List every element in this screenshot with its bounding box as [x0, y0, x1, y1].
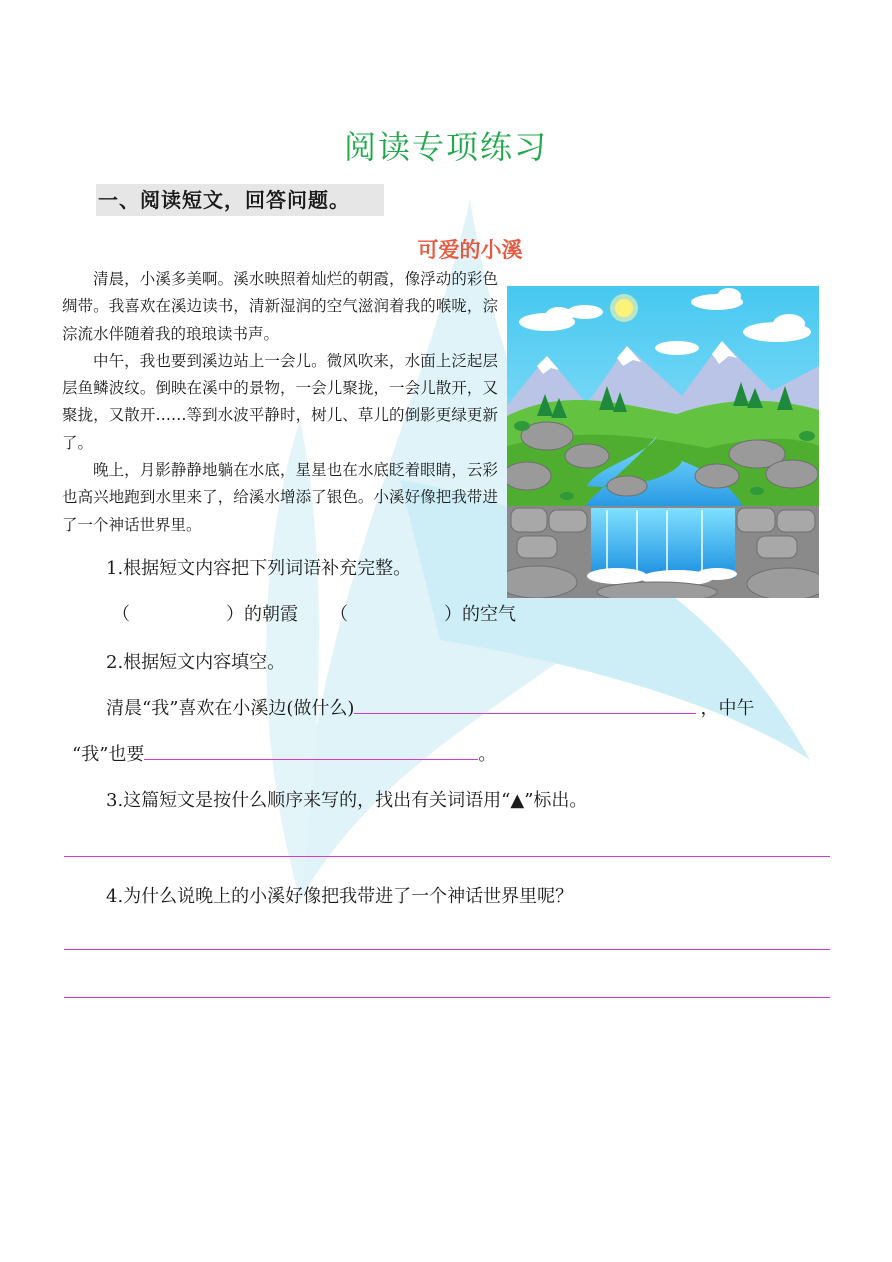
question-3-prompt: 3.这篇短文是按什么顺序来写的，找出有关词语用“▲”标出。 [106, 790, 588, 811]
question-2-line-2 [72, 740, 496, 766]
passage-paragraph-morning: 清晨，小溪多美啊。溪水映照着灿烂的朝霞，像浮动的彩色绸带。我喜欢在溪边读书，清新湿润的空气滋润着我的喉咙，淙淙流水伴随着我的琅琅读书声。 [62, 270, 498, 343]
section-heading: 一、阅读短文，回答问题。 [96, 184, 384, 216]
question-3-answer-line[interactable] [64, 856, 830, 857]
question-2-line-1 [106, 694, 754, 720]
question-2-line-1-suffix: ，中午 [700, 698, 755, 719]
passage-title: 可爱的小溪 [417, 238, 523, 262]
passage-paragraph-noon: 中午，我也要到溪边站上一会儿。微风吹来，水面上泛起层层鱼鳞波纹。倒映在溪中的景物，一会儿聚拢，一会儿散开，又聚拢，又散开……等到水波平静时，树儿、草儿的倒影更绿更新了。 [62, 351, 498, 452]
page-title: 阅读专项练习 [343, 128, 548, 166]
blank-2-label: ）的空气 [444, 604, 516, 625]
question-2-line-1-text: 清晨“我”喜欢在小溪边(做什么) [106, 698, 355, 719]
question-4-prompt: 4.为什么说晚上的小溪好像把我带进了一个神话世界里呢？ [106, 886, 574, 907]
question-1-prompt: 1.根据短文内容把下列词语补充完整。 [106, 558, 412, 579]
question-4-answer-line-2[interactable] [64, 997, 830, 998]
question-2-answer-1[interactable] [354, 699, 696, 714]
blank-1-open: （ [112, 604, 130, 625]
blank-2-open: （ [330, 604, 348, 625]
stream-illustration [507, 286, 819, 598]
blank-1-label: ）的朝霞 [226, 604, 298, 625]
passage-paragraph-evening: 晚上，月影静静地躺在水底，星星也在水底眨着眼睛，云彩也高兴地跑到水里来了，给溪水增添了银色。小溪好像把我带进了一个神话世界里。 [62, 461, 498, 534]
passage-text [62, 266, 498, 539]
question-2-answer-2[interactable] [144, 745, 478, 760]
question-4-answer-line-1[interactable] [64, 949, 830, 950]
question-2-line-2-text: “我”也要 [72, 744, 145, 765]
question-2-line-2-suffix: 。 [478, 744, 497, 765]
question-1-blanks [112, 600, 516, 626]
question-2-prompt: 2.根据短文内容填空。 [106, 652, 286, 673]
